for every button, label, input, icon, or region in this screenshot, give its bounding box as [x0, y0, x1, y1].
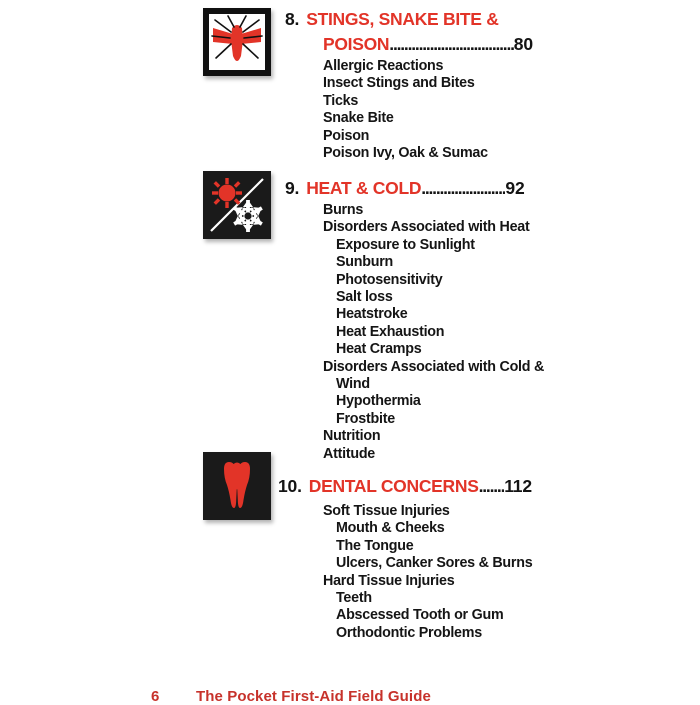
list-item: Heatstroke: [336, 306, 408, 323]
list-item: Burns: [323, 202, 364, 218]
sub-item-list-10: [323, 503, 532, 642]
section-number: 9.: [285, 178, 300, 198]
dot-leader: .......................: [421, 178, 506, 198]
sub-item-list-9: [323, 202, 544, 463]
section-title: DENTAL CONCERNS: [308, 476, 479, 496]
section-number: 8.: [285, 9, 300, 29]
list-item: Abscessed Tooth or Gum: [336, 607, 504, 624]
list-item: Attitude: [323, 445, 375, 462]
list-item: Mouth & Cheeks: [336, 520, 445, 537]
list-item: Disorders Associated with Heat: [323, 219, 530, 236]
list-item: Ticks: [323, 92, 359, 109]
list-item: Insect Stings and Bites: [323, 75, 475, 92]
list-item: The Tongue: [336, 537, 414, 554]
list-item: Teeth: [336, 590, 372, 607]
heading-line-1: [0, 178, 525, 199]
list-item: Salt loss: [336, 289, 393, 306]
list-item: Allergic Reactions: [323, 58, 444, 74]
list-item: Heat Cramps: [336, 341, 422, 358]
section-page-number: 112: [504, 476, 532, 496]
list-item: Nutrition: [323, 428, 381, 445]
section-number: 10.: [278, 476, 302, 496]
section-title: HEAT & COLD: [306, 178, 422, 198]
list-item: Disorders Associated with Cold &: [323, 358, 545, 375]
dot-leader: .......: [478, 476, 505, 496]
list-item: Exposure to Sunlight: [336, 236, 475, 253]
list-item: Poison: [323, 127, 370, 144]
footer-book-title: The Pocket First-Aid Field Guide: [196, 688, 431, 705]
heading-line-1: [0, 476, 532, 497]
section-heading-9: [0, 178, 525, 199]
list-item: Hypothermia: [336, 393, 421, 410]
footer-page-number: 6: [151, 688, 160, 705]
list-item: Poison Ivy, Oak & Sumac: [323, 145, 488, 162]
section-page-number: 92: [505, 178, 525, 198]
section-title-cont: POISON: [323, 34, 390, 54]
list-item: Snake Bite: [323, 110, 394, 127]
section-heading-8: [0, 9, 533, 55]
list-item: Soft Tissue Injuries: [323, 503, 450, 519]
heading-line-1: [0, 9, 533, 30]
list-item: Heat Exhaustion: [336, 323, 445, 340]
list-item: Wind: [336, 376, 370, 393]
section-heading-10: [0, 476, 532, 497]
dot-leader: ..................................: [389, 34, 514, 54]
list-item: Photosensitivity: [336, 271, 443, 288]
list-item: Orthodontic Problems: [336, 624, 482, 641]
heading-line-2: [0, 34, 533, 55]
sub-item-list-8: [323, 58, 488, 162]
section-title: STINGS, SNAKE BITE &: [306, 9, 499, 29]
list-item: Hard Tissue Injuries: [323, 572, 455, 589]
list-item: Sunburn: [336, 254, 394, 271]
section-page-number: 80: [513, 34, 533, 54]
list-item: Ulcers, Canker Sores & Burns: [336, 555, 533, 572]
list-item: Frostbite: [336, 410, 395, 427]
